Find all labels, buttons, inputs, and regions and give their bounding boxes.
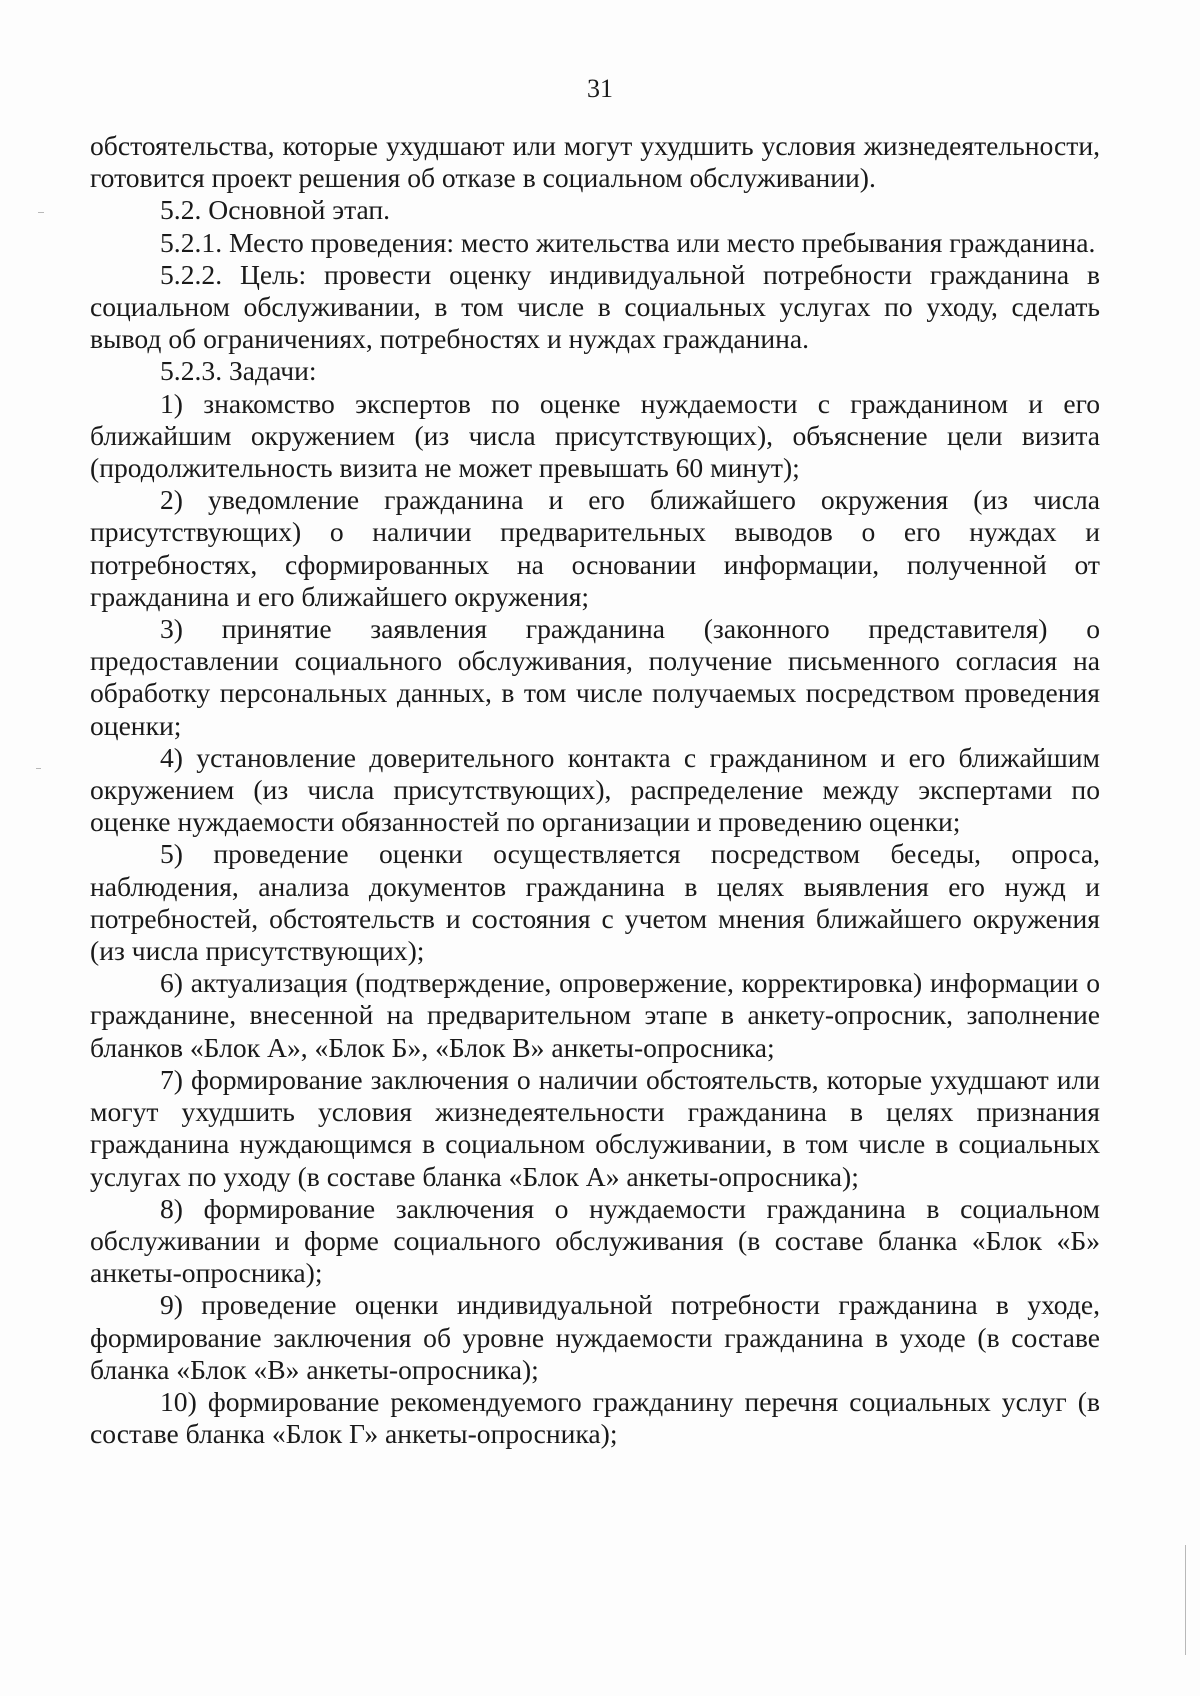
list-item-task-7: 7) формирование заключения о наличии обстоятельств, которые ухудшают или могут ухудшить условия жизнедеятельности гражданина в целях признания гражданина нуждающимся в социальном обслуживании, в том числе в социальных услугах по уходу (в составе бланка «Блок А» анкеты-опросника);: [90, 1063, 1100, 1192]
list-item-task-3: 3) принятие заявления гражданина (законного представителя) о предоставлении социального обслуживания, получение письменного согласия на обработку персональных данных, в том числе получаемых посредством проведения оценки;: [90, 613, 1100, 741]
scan-speck: [38, 212, 44, 213]
scan-edge-line: [1185, 1545, 1186, 1655]
list-item-task-4: 4) установление доверительного контакта с гражданином и его ближайшим окружением (из числа присутствующих), распределение между экспертами по оценке нуждаемости обязанностей по организации и проведению оценки;: [90, 741, 1100, 838]
list-item-task-9: 9) проведение оценки индивидуальной потребности гражданина в уходе, формирование заключения об уровне нуждаемости гражданина в уходе (в составе бланка «Блок «В» анкеты-опросника);: [90, 1289, 1100, 1385]
paragraph-goal: 5.2.2. Цель: провести оценку индивидуальной потребности гражданина в социальном обслуживании, в том числе в социальных услугах по уходу, сделать вывод об ограничениях, потребностях и нуждах гражданина.: [90, 258, 1100, 355]
list-item-task-10: 10) формирование рекомендуемого гражданину перечня социальных услуг (в составе бланка «Блок Г» анкеты-опросника);: [90, 1385, 1100, 1450]
scan-speck: [36, 768, 41, 769]
paragraph-tasks-heading: 5.2.3. Задачи:: [160, 355, 317, 387]
list-item-task-8: 8) формирование заключения о нуждаемости гражданина в социальном обслуживании и форме социального обслуживания (в составе бланка «Блок «Б» анкеты-опросника);: [90, 1192, 1100, 1289]
list-item-task-2: 2) уведомление гражданина и его ближайшего окружения (из числа присутствующих) о наличии предварительных выводов о его нуждах и потребностях, сформированных на основании информации, полученной от гражданина и его ближайшего окружения;: [90, 484, 1100, 612]
paragraph-place: 5.2.1. Место проведения: место жительства или место пребывания гражданина.: [160, 226, 1096, 258]
document-body: [90, 130, 1100, 1450]
paragraph-continuation: обстоятельства, которые ухудшают или могут ухудшить условия жизнедеятельности, готовится проект решения об отказе в социальном обслуживании).: [90, 130, 1100, 194]
list-item-task-1: 1) знакомство экспертов по оценке нуждаемости с гражданином и его ближайшим окружением (из числа присутствующих), объяснение цели визита (продолжительность визита не может превышать 60 минут);: [90, 387, 1100, 484]
list-item-task-5: 5) проведение оценки осуществляется посредством беседы, опроса, наблюдения, анализа документов гражданина в целях выявления его нужд и потребностей, обстоятельств и состояния с учетом мнения ближайшего окружения (из числа присутствующих);: [90, 838, 1100, 967]
page-number: 31: [587, 74, 613, 103]
list-item-task-6: 6) актуализация (подтверждение, опровержение, корректировка) информации о гражданине, внесенной на предварительном этапе в анкету-опросник, заполнение бланков «Блок А», «Блок Б», «Блок В» анкеты-опросника;: [90, 967, 1100, 1063]
paragraph-section-heading: 5.2. Основной этап.: [160, 194, 391, 226]
